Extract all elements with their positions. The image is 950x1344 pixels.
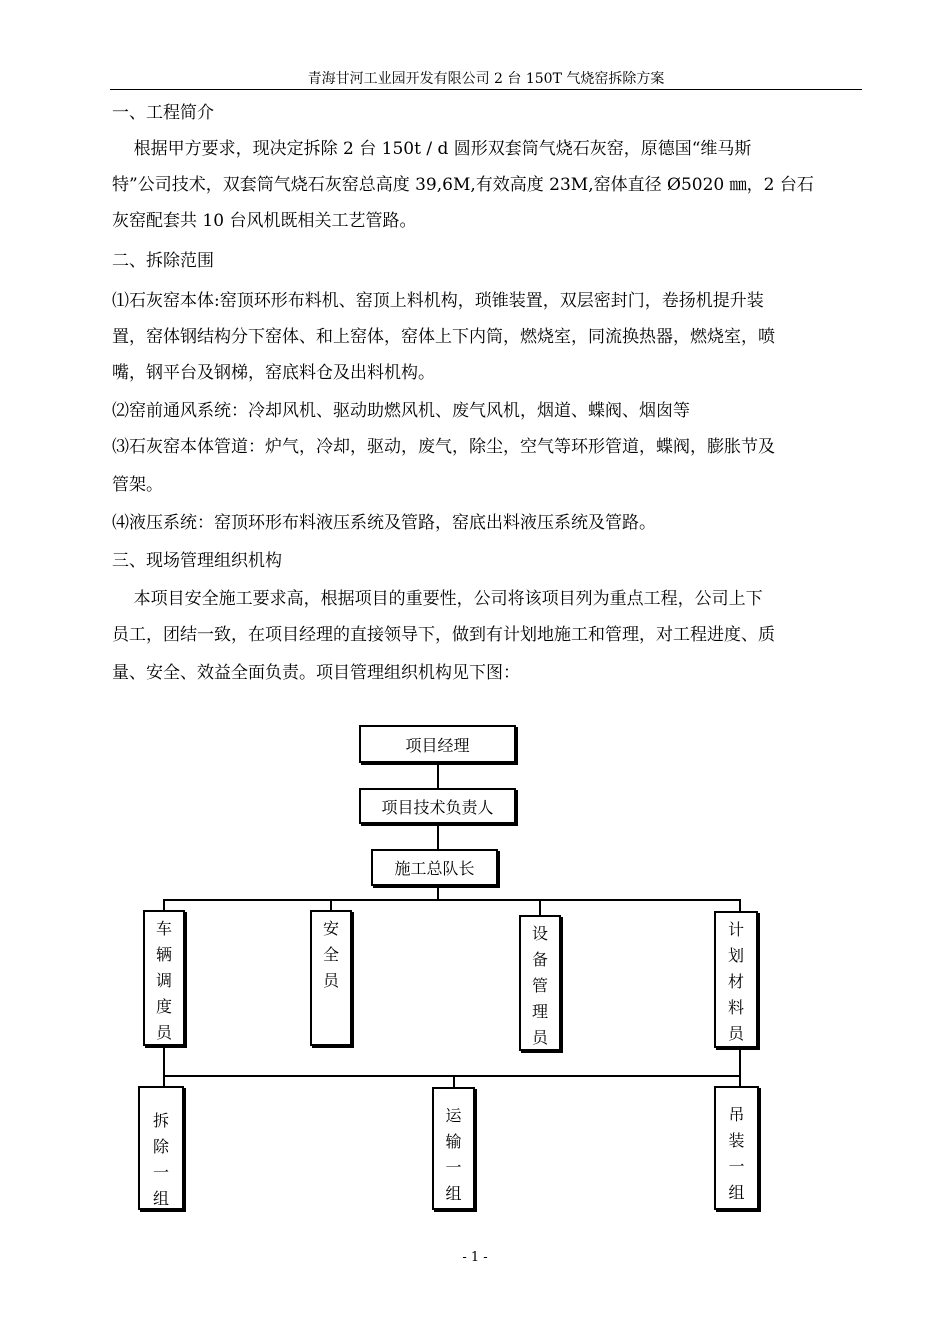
org-box-char: 全 <box>322 945 339 964</box>
org-box-char: 组 <box>152 1189 169 1208</box>
org-box-char: 理 <box>531 1002 548 1021</box>
body-line: 特”公司技术，双套筒气烧石灰窑总高度 39,6M,有效高度 23M,窑体直径 Ø5020 ㎜，2 台石 <box>112 175 814 195</box>
org-box-char: 装 <box>728 1131 745 1150</box>
org-box-transport-team <box>432 1087 475 1210</box>
org-box-char: 备 <box>531 950 548 969</box>
connector <box>539 899 541 915</box>
body-line: 量、安全、效益全面负责。项目管理组织机构见下图： <box>112 663 520 683</box>
body-line: 根据甲方要求，现决定拆除 2 台 150t / d 圆形双套筒气烧石灰窑，原德国“维马斯 <box>112 139 752 159</box>
org-box-char: 料 <box>727 998 744 1017</box>
org-box-char: 拆 <box>152 1111 169 1130</box>
org-box-char: 安 <box>322 919 339 938</box>
connector <box>163 1075 741 1077</box>
body-line: ⑴石灰窑本体:窑顶环形布料机、窑顶上料机构，琐锥装置，双层密封门，卷扬机提升装 <box>112 291 764 311</box>
org-box-char: 一 <box>728 1157 745 1176</box>
connector <box>437 763 439 789</box>
page-header: 青海甘河工业园开发有限公司 2 台 150T 气烧窑拆除方案 <box>307 71 665 87</box>
org-box-char: 吊 <box>728 1105 745 1124</box>
org-box-project-manager <box>359 725 516 763</box>
section-heading-scope: 二、拆除范围 <box>112 251 214 271</box>
connector <box>163 899 741 901</box>
org-box-char: 调 <box>155 971 172 990</box>
org-box-demolition-team <box>138 1086 184 1210</box>
section-heading-overview: 一、工程简介 <box>112 103 214 123</box>
org-box-safety-officer <box>310 910 352 1046</box>
body-line: 嘴，钢平台及钢梯，窑底料仓及出料机构。 <box>112 363 435 383</box>
org-box-technical-lead <box>359 788 516 824</box>
org-box-char: 一 <box>445 1158 462 1177</box>
body-line: 置，窑体钢结构分下窑体、和上窑体，窑体上下内筒，燃烧室，同流换热器，燃烧室，喷 <box>112 327 775 347</box>
connector <box>437 886 439 900</box>
body-line: ⑷液压系统：窑顶环形布料液压系统及管路，窑底出料液压系统及管路。 <box>112 513 656 533</box>
org-box-char: 计 <box>727 920 744 939</box>
org-box-char: 员 <box>155 1023 172 1042</box>
org-box-char: 除 <box>152 1137 169 1156</box>
org-box-char: 员 <box>322 971 339 990</box>
org-box-char: 运 <box>445 1106 462 1125</box>
org-box-hoisting-team <box>714 1086 759 1210</box>
org-box-char: 员 <box>531 1028 548 1047</box>
connector <box>453 1075 455 1087</box>
org-box-construction-captain <box>371 849 498 886</box>
org-box-label: 项目技术负责人 <box>381 797 494 817</box>
body-line: 管架。 <box>112 475 163 495</box>
body-line: 员工，团结一致，在项目经理的直接领导下，做到有计划地施工和管理，对工程进度、质 <box>112 625 775 645</box>
body-line: 本项目安全施工要求高，根据项目的重要性，公司将该项目列为重点工程，公司上下 <box>112 589 763 609</box>
org-box-char: 输 <box>445 1132 462 1151</box>
connector <box>437 824 439 849</box>
org-box-char: 度 <box>155 997 172 1016</box>
org-box-char: 一 <box>152 1163 169 1182</box>
connector <box>163 1046 165 1086</box>
org-box-equipment-manager <box>519 915 561 1051</box>
body-line: ⑵窑前通风系统：冷却风机、驱动助燃风机、废气风机，烟道、蝶阀、烟囱等 <box>112 401 690 421</box>
body-line: 灰窑配套共 10 台风机既相关工艺管路。 <box>112 211 417 231</box>
org-box-char: 材 <box>727 972 744 991</box>
body-line: ⑶石灰窑本体管道：炉气，冷却，驱动，废气，除尘，空气等环形管道，蝶阀，膨胀节及 <box>112 437 775 457</box>
org-box-char: 管 <box>531 976 548 995</box>
org-box-char: 辆 <box>155 945 172 964</box>
page-number: - 1 - <box>462 1250 488 1265</box>
org-box-char: 组 <box>728 1183 745 1202</box>
org-box-char: 员 <box>727 1024 744 1043</box>
connector <box>739 1048 741 1086</box>
org-box-char: 车 <box>155 919 172 938</box>
org-box-char: 划 <box>727 946 744 965</box>
org-box-vehicle-dispatcher <box>143 910 185 1046</box>
org-box-label: 施工总队长 <box>394 859 475 878</box>
org-box-char: 组 <box>445 1184 462 1203</box>
org-box-char: 设 <box>531 924 548 943</box>
section-heading-organization: 三、现场管理组织机构 <box>112 551 282 571</box>
connector <box>739 899 741 911</box>
org-box-label: 项目经理 <box>405 735 470 755</box>
org-box-planning-materials <box>714 911 758 1048</box>
